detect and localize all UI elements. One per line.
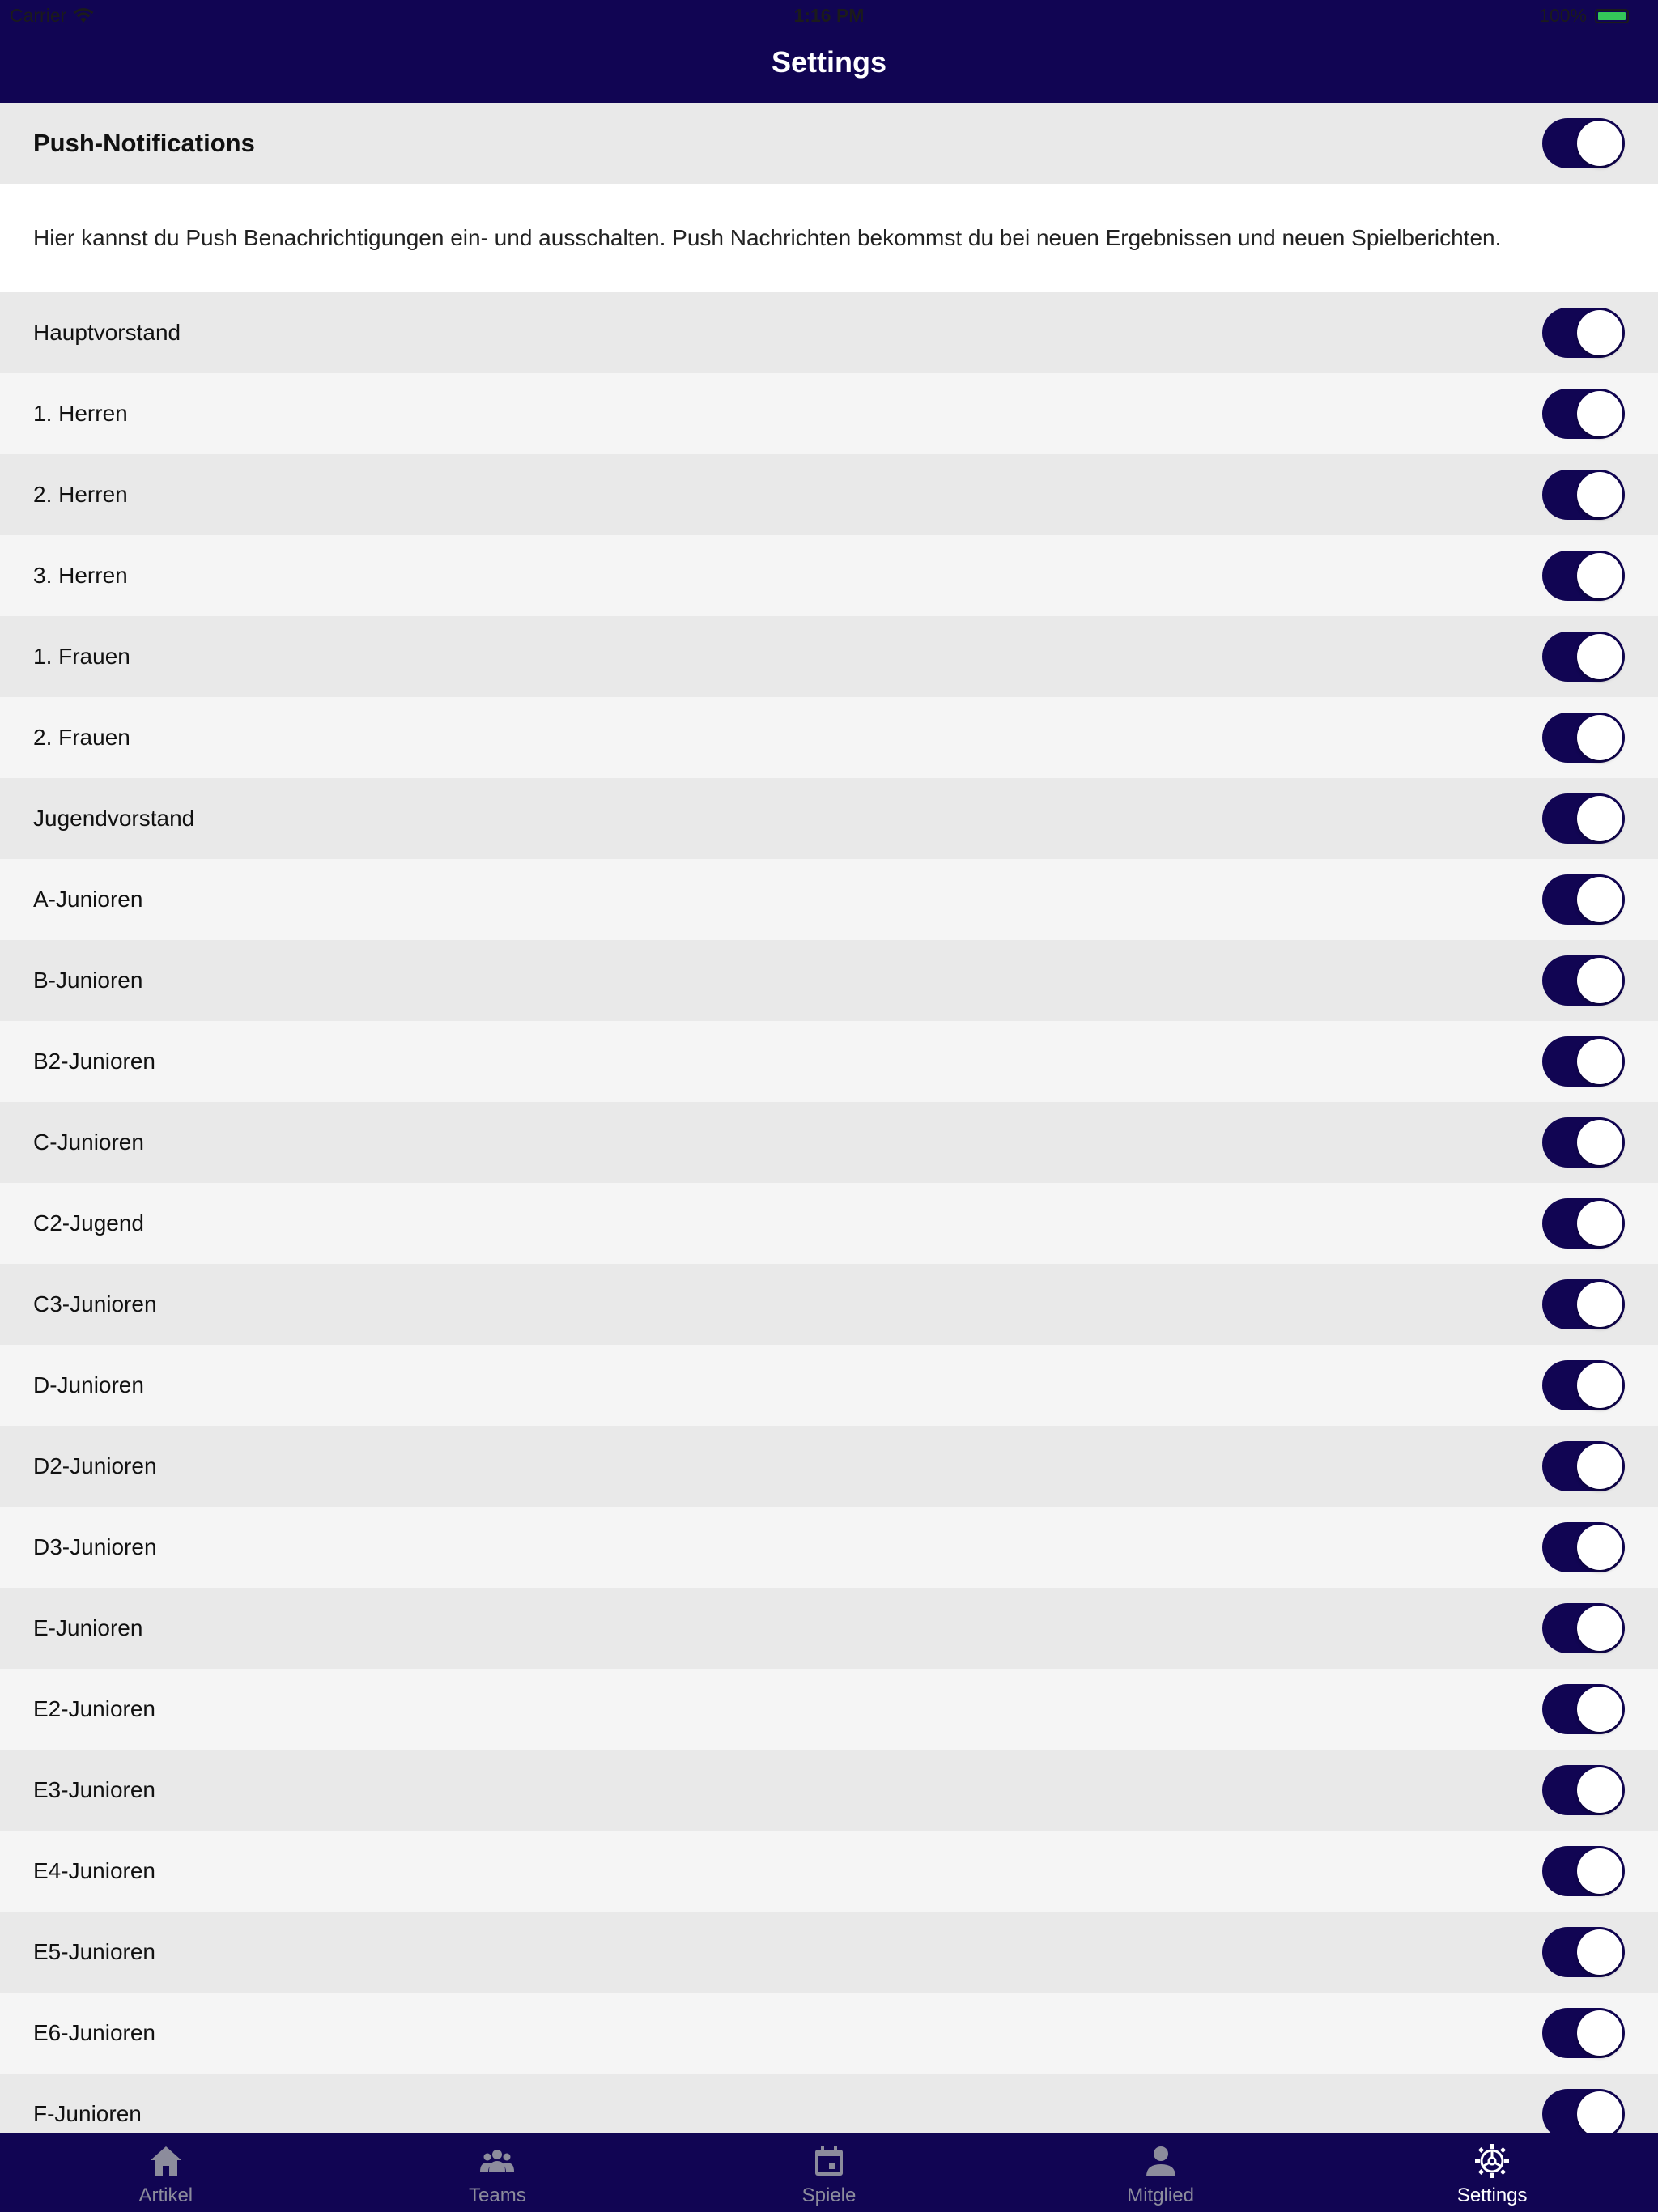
tab-mitglied[interactable] [995, 2133, 1327, 2212]
push-notifications-label: Push-Notifications [33, 129, 255, 157]
tab-label: Mitglied [1127, 2184, 1194, 2206]
push-description: Hier kannst du Push Benachrichtigungen ein- und ausschalten. Push Nachrichten bekommst du bei neuen Ergebnissen und neuen Spielberichten. [0, 184, 1658, 292]
team-label: C-Junioren [33, 1129, 144, 1155]
team-toggle[interactable] [1542, 1036, 1625, 1087]
calendar-icon [810, 2142, 848, 2180]
team-toggle[interactable] [1542, 551, 1625, 601]
tab-spiele[interactable] [663, 2133, 995, 2212]
team-toggle-row [0, 778, 1658, 859]
team-toggle-row [0, 1102, 1658, 1183]
team-toggle[interactable] [1542, 1441, 1625, 1491]
team-toggle-row [0, 1264, 1658, 1345]
team-toggle[interactable] [1542, 470, 1625, 520]
team-toggle[interactable] [1542, 713, 1625, 763]
team-label: C3-Junioren [33, 1291, 157, 1317]
team-toggle[interactable] [1542, 308, 1625, 358]
team-label: F-Junioren [33, 2101, 142, 2126]
push-notifications-row [0, 103, 1658, 184]
team-toggle-list [0, 292, 1658, 2133]
carrier-label: Carrier [10, 5, 67, 26]
team-toggle-row [0, 292, 1658, 373]
status-time: 1:16 PM [793, 5, 865, 26]
navigation-bar [0, 0, 1658, 103]
tab-label: Artikel [138, 2184, 193, 2206]
status-bar [0, 0, 1658, 32]
tab-bar [0, 2133, 1658, 2212]
team-toggle-row [0, 1345, 1658, 1426]
team-label: E-Junioren [33, 1615, 143, 1640]
team-toggle-row [0, 1426, 1658, 1507]
team-label: B2-Junioren [33, 1049, 155, 1074]
team-toggle-row [0, 373, 1658, 454]
battery-icon [1595, 9, 1629, 23]
team-toggle[interactable] [1542, 1765, 1625, 1815]
team-toggle-row [0, 940, 1658, 1021]
push-notifications-toggle[interactable] [1542, 118, 1625, 168]
battery-indicator [1539, 5, 1629, 27]
team-toggle-row [0, 1993, 1658, 2074]
settings-list[interactable] [0, 103, 1658, 2133]
team-toggle-row [0, 1183, 1658, 1264]
team-toggle[interactable] [1542, 793, 1625, 844]
team-toggle-row [0, 1507, 1658, 1588]
tab-label: Spiele [801, 2184, 857, 2206]
tab-label: Teams [469, 2184, 526, 2206]
team-label: D3-Junioren [33, 1534, 157, 1559]
team-label: E3-Junioren [33, 1777, 155, 1802]
team-toggle[interactable] [1542, 1360, 1625, 1410]
team-toggle-row [0, 1669, 1658, 1750]
tab-artikel[interactable] [0, 2133, 332, 2212]
team-toggle-row [0, 616, 1658, 697]
group-icon [478, 2142, 516, 2180]
team-toggle[interactable] [1542, 1603, 1625, 1653]
team-toggle[interactable] [1542, 1927, 1625, 1977]
team-toggle-row [0, 859, 1658, 940]
page-title: Settings [771, 45, 886, 79]
team-label: Hauptvorstand [33, 320, 181, 345]
team-toggle[interactable] [1542, 389, 1625, 439]
team-label: E5-Junioren [33, 1939, 155, 1964]
team-label: E4-Junioren [33, 1858, 155, 1883]
team-label: 2. Herren [33, 482, 128, 507]
tab-settings[interactable] [1326, 2133, 1658, 2212]
team-label: B-Junioren [33, 968, 143, 993]
team-label: 2. Frauen [33, 725, 130, 750]
team-label: C2-Jugend [33, 1210, 144, 1236]
tab-label: Settings [1456, 2184, 1528, 2206]
team-label: D2-Junioren [33, 1453, 157, 1478]
team-toggle-row [0, 2074, 1658, 2133]
team-toggle[interactable] [1542, 1684, 1625, 1734]
team-toggle-row [0, 454, 1658, 535]
team-toggle-row [0, 1588, 1658, 1669]
person-icon [1142, 2142, 1180, 2180]
battery-percent: 100% [1539, 5, 1587, 26]
team-toggle-row [0, 697, 1658, 778]
home-icon [147, 2142, 185, 2180]
tab-teams[interactable] [332, 2133, 664, 2212]
team-toggle-row [0, 1750, 1658, 1831]
gear-icon [1473, 2142, 1511, 2180]
team-toggle-row [0, 1021, 1658, 1102]
team-label: 1. Frauen [33, 644, 130, 669]
team-toggle[interactable] [1542, 2089, 1625, 2133]
team-toggle[interactable] [1542, 955, 1625, 1006]
team-label: 1. Herren [33, 401, 128, 426]
team-label: E2-Junioren [33, 1696, 155, 1721]
team-toggle[interactable] [1542, 1198, 1625, 1249]
team-toggle[interactable] [1542, 874, 1625, 925]
team-toggle[interactable] [1542, 2008, 1625, 2058]
team-toggle-row [0, 1831, 1658, 1912]
team-label: A-Junioren [33, 887, 143, 912]
team-toggle[interactable] [1542, 1846, 1625, 1896]
team-label: 3. Herren [33, 563, 128, 588]
team-toggle[interactable] [1542, 1522, 1625, 1572]
team-toggle[interactable] [1542, 1117, 1625, 1168]
team-label: D-Junioren [33, 1372, 144, 1397]
team-label: Jugendvorstand [33, 806, 195, 831]
team-toggle-row [0, 535, 1658, 616]
team-label: E6-Junioren [33, 2020, 155, 2045]
team-toggle[interactable] [1542, 1279, 1625, 1329]
team-toggle[interactable] [1542, 632, 1625, 682]
team-toggle-row [0, 1912, 1658, 1993]
